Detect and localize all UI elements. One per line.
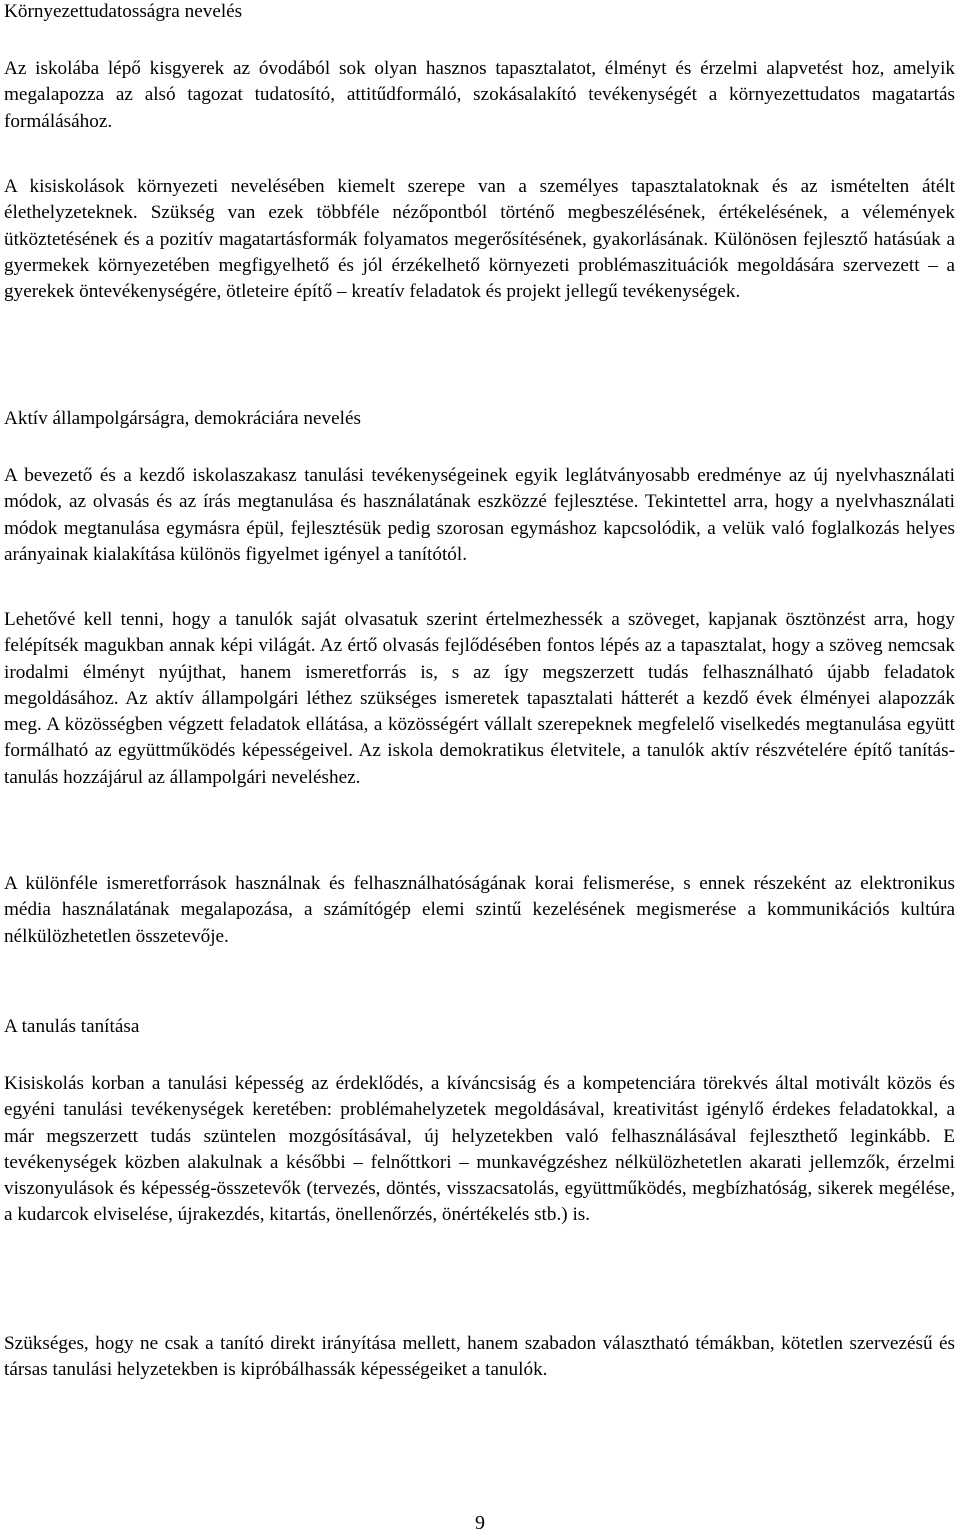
paragraph-citizenship-2: Lehetővé kell tenni, hogy a tanulók saját olvasatuk szerint értelmezhessék a szöveget, kapjanak ösztönzést arra, hogy felépítsék magukban annak képi világát. Az értő olvasás fejlődésében fontos lépés az a tapasztalat, hogy a szöveg nemcsak irodalmi élményt nyújthat, hanem ismeretforrás is, s az így megszerzett tudás felhasználható újabb feladatok megoldásához. Az aktív állampolgári léthez szükséges ismeretek tapasztalati hátterét a kezdő évek élményei alapozzák meg. A közösségben végzett feladatok ellátása, a közösségért vállalt szerepeknek megfelelő viselkedés megtanulása együtt formálható az együttműködés képességeivel. Az iskola demokratikus életvitele, a tanulók aktív részvételére építő tanítás-tanulás hozzájárul az állampolgári neveléshez.	[4, 609, 955, 788]
paragraph-citizenship-3: A különféle ismeretforrások használnak és felhasználhatóságának korai felismerése, s ennek részeként az elektronikus média használatának megalapozása, a számítógép elemi szintű kezelésének megismerése a kommunikációs kultúra nélkülözhetetlen összetevője.	[4, 873, 955, 947]
section-heading-learning: A tanulás tanítása	[4, 1016, 140, 1037]
section-heading-citizenship: Aktív állampolgárságra, demokráciára nevelés	[4, 408, 361, 429]
paragraph-environmental-2: A kisiskolások környezeti nevelésében kiemelt szerepe van a személyes tapasztalatoknak és az ismételten átélt élethelyzeteknek. Szükség van ezek többféle nézőpontból történő megbeszélésének, értékelésének, a vélemények ütköztetésének és a pozitív magatartásformák folyamatos megerősítésének, gyakorlásának. Különösen fejlesztő hatásúak a gyermekek környezetében megfigyelhető és jól érzékelhető környezeti problémaszituációk megoldására szervezett – a gyerekek öntevékenységére, ötleteire építő – kreatív feladatok és projekt jellegű tevékenységek.	[4, 176, 955, 303]
paragraph-learning-1: Kisiskolás korban a tanulási képesség az érdeklődés, a kíváncsiság és a kompetenciára törekvés által motivált közös és egyéni tanulási tevékenységek keretében: problémahelyzetek megoldásával, kreativitást igénylő érdekes feladatokkal, a már megszerzett tudás szüntelen mozgósításával, új helyzetekben való felhasználásával fejleszthető leginkább. E tevékenységek közben alakulnak a későbbi – felnőttkori – munkavégzéshez nélkülözhetetlen akarati jellemzők, érzelmi viszonyulások és képesség-összetevők (tervezés, döntés, visszacsatolás, együttműködés, megbízhatóság, sikerek megélése, a kudarcok elviselése, újrakezdés, kitartás, önellenőrzés, önértékelés stb.) is.	[4, 1073, 955, 1226]
page-number: 9	[475, 1512, 485, 1534]
section-heading-environmental: Környezettudatosságra nevelés	[4, 1, 243, 22]
paragraph-learning-2: Szükséges, hogy ne csak a tanító direkt irányítása mellett, hanem szabadon választható témákban, kötetlen szervezésű és társas tanulási helyzetekben is kipróbálhassák képességeiket a tanulók.	[4, 1333, 955, 1381]
paragraph-environmental-1: Az iskolába lépő kisgyerek az óvodából sok olyan hasznos tapasztalatot, élményt és érzelmi alapvetést hoz, amelyik megalapozza az alsó tagozat tudatosító, attitűdformáló, szokásalakító tevékenységét a környezettudatos magatartás formálásához.	[4, 58, 955, 132]
paragraph-citizenship-1: A bevezető és a kezdő iskolaszakasz tanulási tevékenységeinek egyik leglátványosabb eredménye az új nyelvhasználati módok, az olvasás és az írás megtanulása és használatának eszközzé fejlesztése. Tekintettel arra, hogy a nyelvhasználati módok megtanulása egymásra épül, fejlesztésük pedig szorosan egymáshoz kapcsolódik, a velük való foglalkozás helyes arányainak kialakítása különös figyelmet igényel a tanítótól.	[4, 465, 955, 565]
